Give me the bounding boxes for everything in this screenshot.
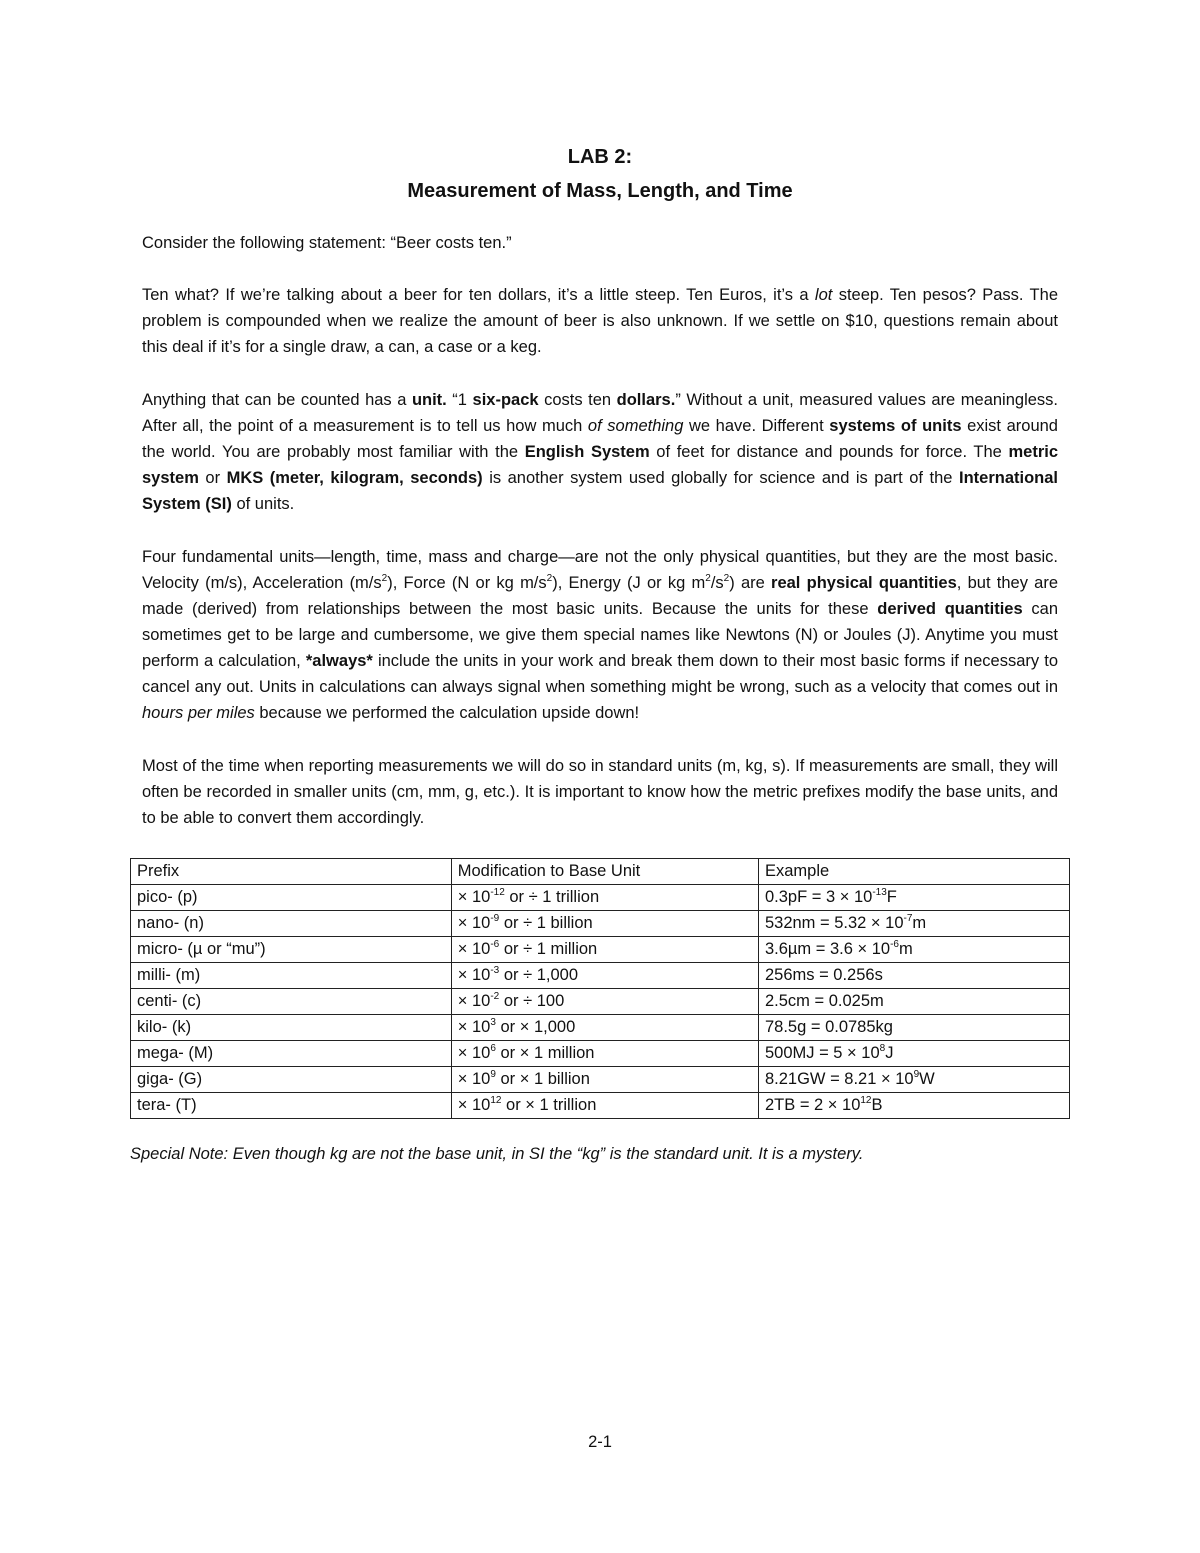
modification-cell: × $10^9$ or × 1 billion [451, 1067, 758, 1093]
prefix-cell: tera- (T) [131, 1093, 452, 1119]
table-row [131, 937, 1070, 963]
header-prefix: Prefix [131, 859, 452, 885]
table-row [131, 1093, 1070, 1119]
example-cell: $2TB = 2 \times 10^{12}B$ [758, 1093, 1069, 1119]
example-cell: $500MJ = 5 \times 10^8J$ [758, 1041, 1069, 1067]
header-example: Example [758, 859, 1069, 885]
example-cell: 78.5g = 0.0785kg [758, 1015, 1069, 1041]
example-cell: $8.21GW = 8.21 \times 10^9W$ [758, 1067, 1069, 1093]
paragraph-2: Anything that can be counted has a unit. “1 six-pack costs ten dollars.” Without a unit, measured values are meaningless. After all, the point of a measurement is to tell us how much of something we have. Different systems of units exist around the world. You are probably most familiar with the English System of feet for distance and pounds for force. The metric system or MKS (meter, kilogram, seconds) is another system used globally for science and is part of the International System (SI) of units. [142, 391, 1059, 513]
title-line-1: LAB 2: [567, 146, 633, 168]
modification-cell: × $10^{-9}$ or ÷ 1 billion [451, 911, 758, 937]
modification-cell: × $10^{-6}$ or ÷ 1 million [451, 937, 758, 963]
modification-cell: × $10^{-2}$ or ÷ 100 [451, 989, 758, 1015]
table-row [131, 1015, 1070, 1041]
metric-prefix-table [130, 858, 1070, 1119]
example-cell: 2.5cm = 0.025m [758, 989, 1069, 1015]
prefix-cell: nano- (n) [131, 911, 452, 937]
modification-cell: × $10^3$ or × 1,000 [451, 1015, 758, 1041]
special-note: Special Note: Even though kg are not the base unit, in SI the “kg” is the standard unit. It is a mystery. [130, 1145, 864, 1163]
example-cell: $0.3pF = 3 \times 10^{-13}F$ [758, 885, 1069, 911]
header-modification: Modification to Base Unit [451, 859, 758, 885]
example-cell: $3.6\mu m = 3.6 \times 10^{-6}m$ [758, 937, 1069, 963]
table-row [131, 989, 1070, 1015]
prefix-cell: mega- (M) [131, 1041, 452, 1067]
document-page [130, 140, 1059, 1167]
title-line-2: Measurement of Mass, Length, and Time [407, 180, 793, 202]
modification-cell: × $10^{-12}$ or ÷ 1 trillion [451, 885, 758, 911]
page-title [142, 140, 1058, 208]
paragraph-1: Ten what? If we’re talking about a beer for ten dollars, it’s a little steep. Ten Euros, it’s a lot steep. Ten pesos? Pass. The problem is compounded when we realize the amount of beer is also unknown. If we settle on $10, questions remain about this deal if it’s for a single draw, a can, a case or a keg. [142, 286, 1058, 356]
prefix-cell: kilo- (k) [131, 1015, 452, 1041]
table-row [131, 1067, 1070, 1093]
table-row [131, 963, 1070, 989]
table-row [131, 911, 1070, 937]
prefix-cell: centi- (c) [131, 989, 452, 1015]
table-header-row [131, 859, 1070, 885]
example-cell: $532nm = 5.32 \times 10^{-7}m$ [758, 911, 1069, 937]
table-row [131, 885, 1070, 911]
paragraph-4: Most of the time when reporting measurements we will do so in standard units (m, kg, s). If measurements are small, they will often be recorded in smaller units (cm, mm, g, etc.). It is important to know how the metric prefixes modify the base units, and to be able to convert them accordingly. [142, 757, 1058, 827]
prefix-cell: giga- (G) [131, 1067, 452, 1093]
prefix-cell: pico- (p) [131, 885, 452, 911]
paragraph-3: Four fundamental units—length, time, mass and charge—are not the only physical quantities, but they are the most basic. Velocity (m/s), Acceleration $(m/s^2)$, Force (N or kg $m/s^2$), Energy (J or kg $m^2/s^2$) are real physical quantities, but they are made (derived) from relationships between the most basic units. Because the units for these derived quantities can sometimes get to be large and cumbersome, we give them special names like Newtons (N) or Joules (J). Anytime you must perform a calculation, *always* include the units in your work and break them down to their most basic forms if necessary to cancel any out. Units in calculations can always signal when something might be wrong, such as a velocity that comes out in hours per miles because we performed the calculation upside down! [142, 548, 1059, 722]
prefix-cell: milli- (m) [131, 963, 452, 989]
modification-cell: × $10^{12}$ or × 1 trillion [451, 1093, 758, 1119]
prefix-cell: micro- (µ or “mu”) [131, 937, 452, 963]
modification-cell: × $10^{-3}$ or ÷ 1,000 [451, 963, 758, 989]
modification-cell: × $10^6$ or × 1 million [451, 1041, 758, 1067]
page-number: 2-1 [588, 1433, 612, 1451]
table-row [131, 1041, 1070, 1067]
example-cell: 256ms = 0.256s [758, 963, 1069, 989]
intro-paragraph: Consider the following statement: “Beer costs ten.” [142, 234, 512, 252]
